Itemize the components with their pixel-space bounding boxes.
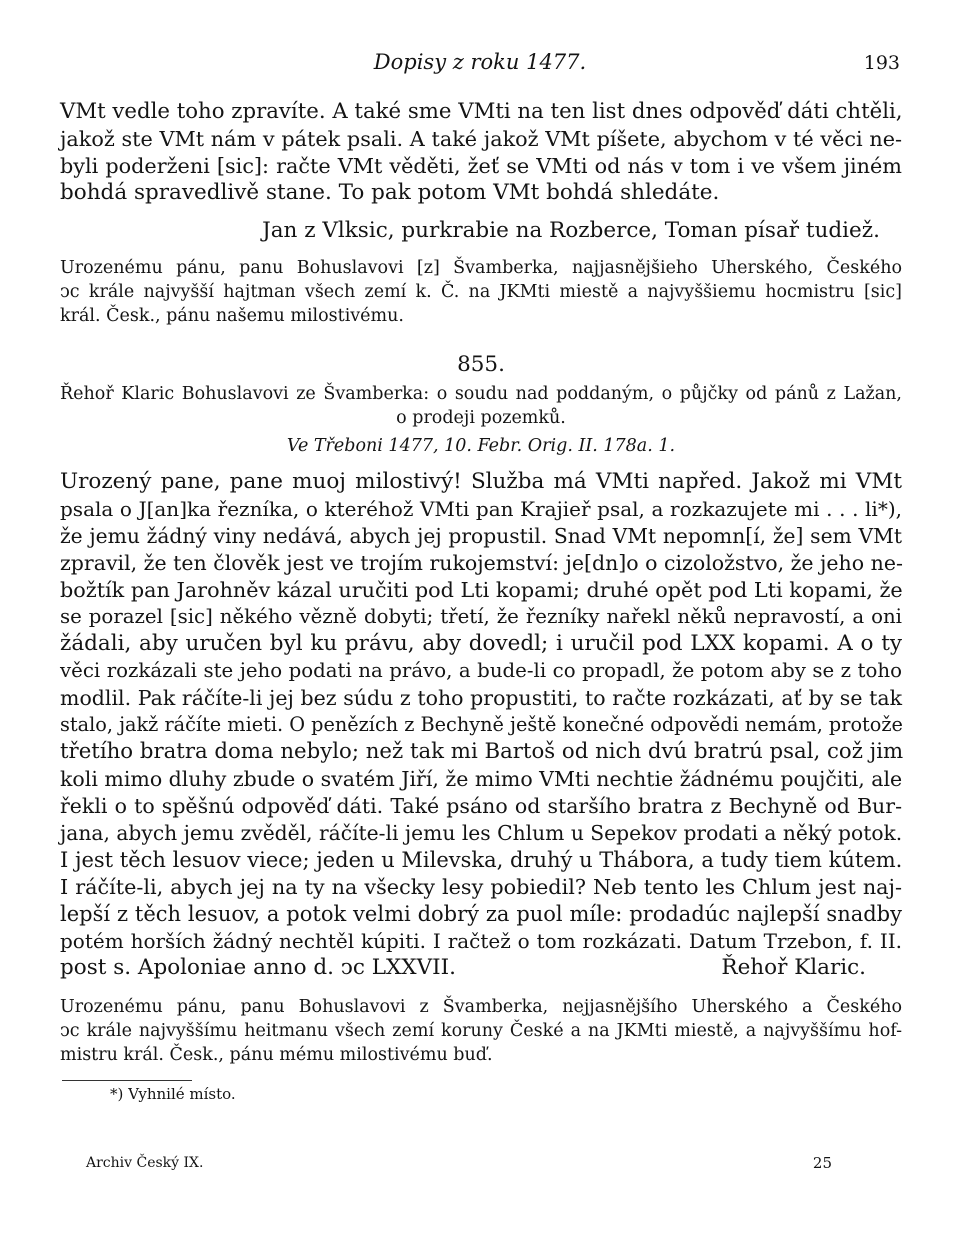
running-title: Dopisy z roku 1477.: [373, 50, 587, 74]
closing-date: post s. Apoloniae anno d. ↄc LXXVII.: [60, 955, 456, 980]
text-line: jakož ste VMt nám v pátek psali. A také jakož VMt píšete, abychom v té věci ne-: [60, 127, 902, 151]
footer-signature-mark: Archiv Český IX.: [86, 1155, 204, 1171]
address-line: Urozenému pánu, panu Bohuslavovi [z] Švamberka, najjasnějšieho Uherského, Českého: [60, 258, 902, 278]
letter-line: věci rozkázali ste jeho podati na právo, a bude-li co propadl, že potom aby se z toho: [60, 659, 902, 682]
page-number: 193: [863, 52, 900, 74]
address-line: ↄc krále najvyššímu heitmanu všech zemí koruny České a na JKMti miestě, a najvyššímu hof-: [60, 1021, 902, 1041]
address-line: Urozenému pánu, panu Bohuslavovi z Švamberka, nejjasnějšího Uherského a Českého: [60, 997, 902, 1017]
closing-signature: Řehoř Klaric.: [721, 955, 866, 980]
letter-line: Urozený pane, pane muoj milostivý! Služba má VMti napřed. Jakož mi VMt: [60, 469, 902, 494]
letter-line: třetího bratra doma nebylo; než tak mi Bartoš od nich dvú bratrú psal, což jim: [60, 739, 904, 764]
footer-sheet-number: 25: [812, 1154, 832, 1172]
letter-line: I jest těch lesuov viece; jeden u Milevska, druhý u Thábora, a tudy tiem kútem.: [60, 848, 903, 872]
letter-line: lepší z těch lesuov, a potok velmi dobrý za puol míle: prodadúc najlepší snadby: [60, 902, 902, 926]
letter-line: modlil. Pak ráčíte-li jej bez súdu z toho propustiti, to račte rozkázati, ať by se tak: [60, 686, 902, 710]
closing-line: [60, 955, 866, 981]
letter-line: zpravil, že ten člověk jest ve trojím rukojemství: je[dn]o o cizoložstvo, že jeho ne-: [60, 551, 903, 575]
letter-line: řekli o to spěšnú odpověď dáti. Také psáno od staršího bratra z Bechyně od Bur-: [60, 794, 902, 818]
footnote: *) Vyhnilé místo.: [110, 1085, 236, 1103]
letter-line: božtík pan Jarohněv kázal uručiti pod Lti kopami; druhé opět pod Lti kopami, že: [60, 578, 903, 602]
letter-line: že jemu žádný viny nedává, abych jej propustil. Snad VMt nepomn[í, že] sem VMt: [60, 524, 902, 548]
letter-line: se porazel [sic] někého vězně dobyti; třetí, že řezníky nařekl něků nepravostí, a oni: [60, 605, 902, 628]
letter-line: koli mimo dluhy zbude o svatém Jiří, že mimo VMti nechtie žádnému poujčiti, ale: [60, 767, 903, 791]
letter-line: žádali, aby uručen byl ku právu, aby dovedl; i uručil pod LXX kopami. A o ty: [60, 631, 902, 656]
address-line: král. Česk., pánu našemu milostivému.: [60, 306, 404, 326]
page-header: [60, 50, 900, 80]
letter-line: potém horších žádný nechtěl kúpiti. I račtež o tom rozkázati. Datum Trzebon, f. II.: [60, 929, 902, 953]
letter-line: I ráčíte-li, abych jej na ty na všecky lesy pobiedil? Neb tento les Chlum jest naj-: [60, 875, 902, 899]
footnote-divider: [62, 1080, 192, 1081]
text-line: byli poderženi [sic]: račte VMt věděti, žeť se VMti od nás v tom i ve všem jiném: [60, 154, 902, 178]
letter-line: psala o J[an]ka řezníka, o kteréhož VMti pan Krajieř psal, a rozkazujete mi . . . li*),: [60, 497, 902, 521]
address-line: mistru král. Česk., pánu mému milostivému buď.: [60, 1045, 493, 1065]
regest-line: Řehoř Klaric Bohuslavovi ze Švamberka: o soudu nad poddaným, o půjčky od pánů z Lažan,: [60, 384, 902, 404]
text-line: VMt vedle toho zpravíte. A také sme VMti na ten list dnes odpověď dáti chtěli,: [60, 99, 903, 124]
text-line: bohdá spravedlivě stane. To pak potom VMt bohdá shledáte.: [60, 180, 720, 205]
address-line: ↄc krále najvyšší hajtman všech zemí k. Č. na JKMti miestě a najvyššiemu hocmistru [sic]: [60, 282, 902, 302]
regest-line: o prodeji pozemků.: [396, 408, 566, 428]
letter-line: jana, abych jemu zvěděl, ráčíte-li jemu les Chlum u Sepekov prodati a něký potok.: [60, 821, 903, 845]
dating-line: Ve Třeboni 1477, 10. Febr. Orig. II. 178a. 1.: [286, 436, 676, 456]
signature-line: Jan z Vlksic, purkrabie na Rozberce, Toman písař tudiež.: [262, 218, 880, 243]
document-number: 855.: [457, 352, 505, 377]
letter-line: stalo, jakž ráčíte mieti. O penězích z Bechyně ještě konečné odpovědi nemám, protože: [60, 713, 903, 736]
